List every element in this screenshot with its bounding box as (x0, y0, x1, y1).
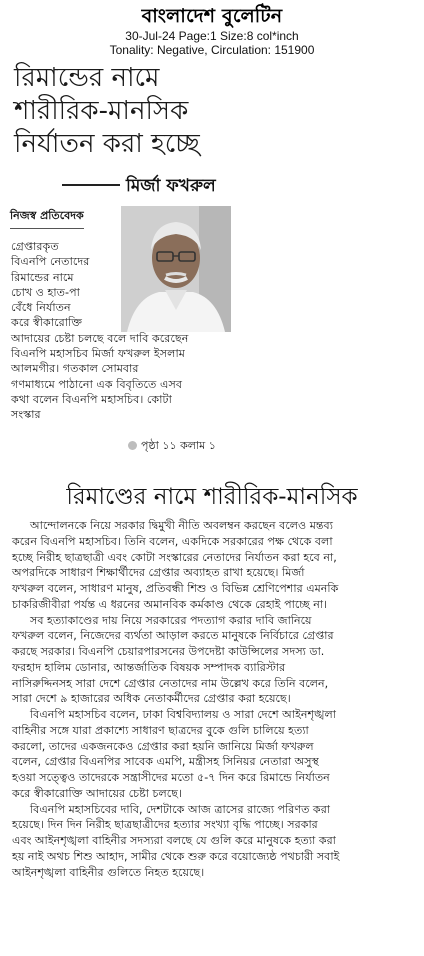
body-line: নাসিরুদ্দিনসহ সারা দেশে গ্রেপ্তার নেতাদের নাম উল্লেখ করে তিনি বলেন, (12, 676, 329, 690)
body-line: করছে সরকার। বিএনপি চেয়ারপারসনের উপদেষ্টা কাউন্সিলের সদস্য ডা. (12, 645, 325, 658)
body-line: হয়েছে। দিন দিন নিরীহ ছাত্রছাত্রীদের হত্যার সংখ্যা বৃদ্ধি পাচ্ছে। সরকার (12, 818, 318, 832)
newspaper-masthead: বাংলাদেশ বুলেটিন (141, 5, 283, 27)
lead-line: আলমগীর। গতকাল সোমবার (11, 362, 139, 376)
body-line: বিএনপি মহাসচিবের দাবি, দেশটাকে আজ ত্রাসের রাজ্যে পরিণত করা (30, 802, 331, 816)
lead-line: গণমাধ্যমে পাঠানো এক বিবৃতিতে এসব (11, 377, 183, 391)
headline-line: নির্যাতন করা হচ্ছে (14, 129, 200, 159)
body-line: করলো, তাদের একজনকেও গ্রেপ্তার করা হয়নি জানিয়ে মির্জা ফখরুল (12, 739, 314, 753)
lead-line: চোখ ও হাত-পা (11, 285, 80, 299)
body-line: আন্দোলনকে নিয়ে সরকার দ্বিমুখী নীতি অবলম্বন করছেন বলেও মন্তব্য (30, 519, 333, 532)
body-line: বাহিনীর সঙ্গে যারা প্রকাশ্যে সাধারণ ছাত্রদের বুকে গুলি চালিয়ে হত্যা (12, 723, 309, 737)
jump-text: পৃষ্ঠা ১১ কলাম ১ (141, 439, 216, 452)
clip-meta-line-1: 30-Jul-24 Page:1 Size:8 col*inch (125, 29, 299, 43)
body-line: সারা দেশে ৯ হাজারের অধিক নেতাকর্মীদের গ্রেপ্তার করা হয়েছে। (12, 692, 291, 706)
lead-line: বিএনপি মহাসচিব মির্জা ফখরুল ইসলাম (11, 347, 185, 361)
body-line: বলেন, গ্রেপ্তার বিএনপির সাবেক এমপি, মন্ত্রীসহ সিনিয়র নেতারা অসুস্থ (12, 755, 319, 769)
body-line: এবং আইনশৃঙ্খলা বাহিনীর সদস্যরা বলছে যে গুলি করে মানুষকে হত্যা করা (12, 834, 336, 847)
lead-line: আদায়ের চেষ্টা চলছে বলে দাবি করেছেন (11, 331, 189, 345)
headline-line: শারীরিক-মানসিক (14, 96, 189, 126)
lead-line: কথা বলেন বিএনপি মহাসচিব। কোটা (11, 392, 172, 406)
clip-meta-line-2: Tonality: Negative, Circulation: 151900 (109, 43, 315, 57)
lead-line: রিমান্ডের নামে (11, 270, 74, 284)
body-line: চাকরিজীবীরা পর্যন্ত এ ধরনের অমানবিক কর্মকাণ্ড থেকে রেহাই পাচ্ছে না। (12, 597, 328, 611)
body-line: অপরদিকে সাধারণ শিক্ষার্থীদের গ্রেপ্তার অব্যাহত রাখা হয়েছে। মির্জা (12, 566, 305, 580)
body-line: করে স্বীকারোক্তি আদায়ের চেষ্টা চলছে। (12, 786, 182, 800)
byline-row (62, 173, 242, 195)
bullet-dot-icon (128, 441, 137, 450)
body-line: ফরহাদ হালিম ডোনার, আন্তর্জাতিক বিষয়ক সম্পাদক ব্যারিস্টার (12, 660, 286, 674)
lead-line: বেঁধে নির্যাতন (11, 301, 71, 315)
lead-line: করে স্বীকারোক্তি (11, 316, 83, 330)
lead-line: গ্রেপ্তারকৃত (11, 240, 59, 253)
body-line: বিএনপি মহাসচিব বলেন, ঢাকা বিশ্ববিদ্যালয় ও সারা দেশে আইনশৃঙ্খলা (30, 708, 337, 721)
byline-rule (62, 184, 120, 186)
body-line: ফখরুল বলেন, নিজেদের ব্যর্থতা আড়াল করতে মানুষকে নির্বিচারে গ্রেপ্তার (12, 629, 334, 643)
lead-line: সংস্কার (11, 408, 41, 422)
body-line: আইনশৃঙ্খলা বাহিনীর গুলিতে নিহত হয়েছে। (12, 865, 205, 879)
body-line: হচ্ছে নিরীহ ছাত্রছাত্রী এবং কোটা সংস্কারের নেতাদের নির্যাতন করা হবে না, (12, 550, 337, 564)
body-line: করেন বিএনপি মহাসচিব। তিনি বলেন, একদিকে সরকারের পক্ষ থেকে বলা (12, 534, 333, 548)
body-line: সব হত্যাকাণ্ডের দায় নিয়ে সরকারের পদত্যাগ করার দাবি জানিয়ে (30, 613, 312, 627)
lead-line: বিএনপি নেতাদের (11, 255, 90, 269)
reporter-credit: নিজস্ব প্রতিবেদক (10, 207, 84, 229)
continuation-headline: রিমাণ্ডের নামে শারীরিক-মানসিক (66, 484, 358, 510)
lead-paragraph (11, 239, 239, 423)
body-line: ফখরুল বলেন, সাধারণ মানুষ, প্রতিবন্ধী শিশু ও বিভিন্ন শ্রেণিপেশার এমনকি (12, 582, 339, 595)
body-line: হওয়া সত্ত্বেও তাদেরকে সন্ত্রাসীদের মতো ৫-৭ দিন করে রিমান্ডে নির্যাতন (12, 771, 330, 784)
continuation-body (12, 518, 416, 880)
body-line: হয় নাই অথচ শিশু আহাদ, সামীর থেকে শুরু করে বয়োজ্যেষ্ঠ পথচারী সবাই (12, 849, 340, 863)
byline: মির্জা ফখরুল (126, 176, 216, 196)
jump-reference (128, 437, 216, 456)
headline-line: রিমান্ডের নামে (14, 63, 160, 93)
article-headline (14, 62, 239, 161)
